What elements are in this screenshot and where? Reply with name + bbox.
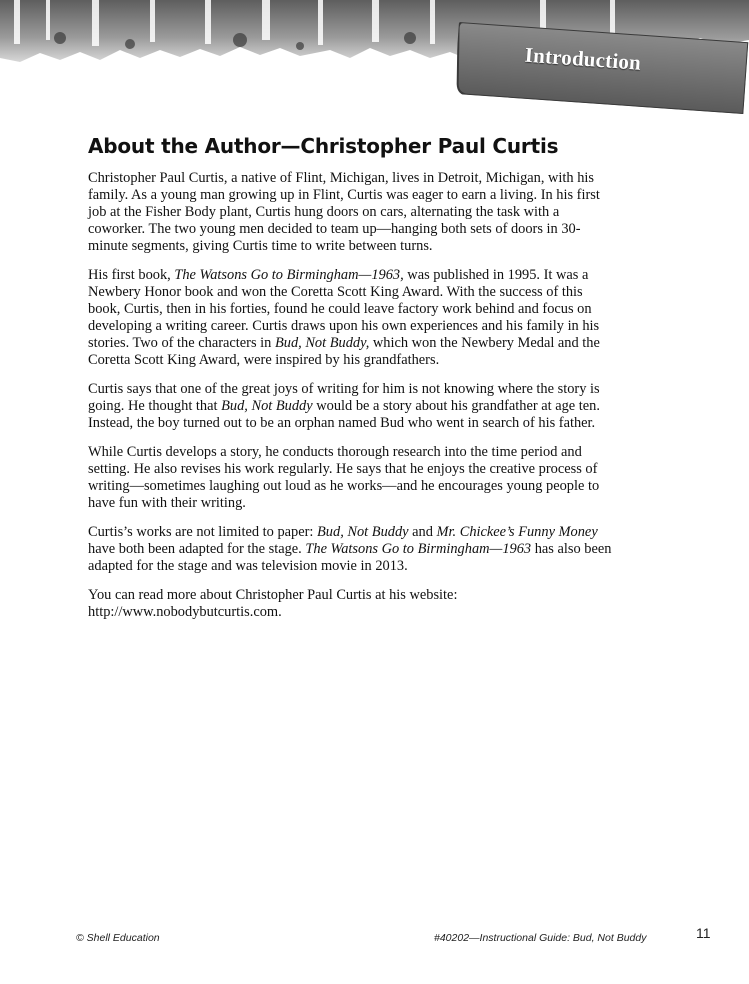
- paragraph-5: [88, 524, 618, 575]
- paragraph-5-text: has also been adapted for the stage and was television movie in 2013.: [88, 541, 612, 574]
- book-title-mr-chickee: Mr. Chickee’s Funny Money: [436, 524, 598, 540]
- book-title-watsons: The Watsons Go to Birmingham—1963,: [174, 267, 404, 283]
- book-title-bud-not-buddy: Bud, Not Buddy: [317, 524, 409, 540]
- paragraph-3-text: Curtis says that one of the great joys of writing for him is not knowing where the story is going. He thought that: [88, 381, 600, 414]
- footer-guide-title: #40202—Instructional Guide: Bud, Not Buddy: [434, 932, 647, 944]
- paragraph-5-text: have both been adapted for the stage.: [88, 541, 306, 557]
- paragraph-1: Christopher Paul Curtis, a native of Flint, Michigan, lives in Detroit, Michigan, with his family. As a young man growing up in Flint, Curtis was eager to earn a living. In his first job at the Fisher Body plant, Curtis hung doors on cars, alternating the task with a coworker. The two young men decided to team up—hanging both sets of doors in 30-minute segments, giving Curtis time to write between turns.: [88, 170, 600, 254]
- footer-publisher: © Shell Education: [76, 932, 160, 944]
- book-title-bud-not-buddy: Bud, Not Buddy,: [274, 335, 370, 351]
- paragraph-5-text: and: [408, 524, 437, 540]
- paragraph-3: [88, 381, 618, 432]
- paragraph-2-text: which won the Newbery Medal and the Coretta Scott King Award, were inspired by his grandfathers.: [88, 335, 600, 368]
- author-website-link: http://www.nobodybutcurtis.com.: [88, 604, 282, 620]
- page-title: About the Author—Christopher Paul Curtis: [88, 134, 559, 158]
- paragraph-2-text: His first book,: [88, 267, 175, 283]
- paragraph-6: [88, 587, 618, 621]
- article: [88, 134, 618, 633]
- paragraph-3-text: would be a story about his grandfather at age ten. Instead, the boy turned out to be an orphan named Bud who went in search of his father.: [88, 398, 600, 431]
- section-label: Introduction: [524, 42, 642, 75]
- book-title-watsons: The Watsons Go to Birmingham—1963: [305, 541, 532, 557]
- book-title-bud-not-buddy: Bud, Not Buddy: [221, 398, 313, 414]
- paragraph-5-text: Curtis’s works are not limited to paper:: [88, 524, 318, 540]
- paragraph-4: While Curtis develops a story, he conducts thorough research into the time period and setting. He also revises his work regularly. He says that he enjoys the creative process of writing—sometimes laughing out loud as he works—and he encourages young people to have fun with their writing.: [88, 444, 600, 511]
- paragraph-2: [88, 267, 618, 369]
- paragraph-2-text: was published in 1995. It was a Newbery Honor book and won the Coretta Scott King Award. With the success of this book, Curtis, then in his forties, found he could leave factory work behind and focus on developing a writing career. Curtis draws upon his own experiences and his family in his stories. Two of the characters in: [88, 267, 600, 351]
- paragraph-6-text: You can read more about Christopher Paul Curtis at his website:: [88, 587, 458, 603]
- page-number: 11: [696, 925, 711, 941]
